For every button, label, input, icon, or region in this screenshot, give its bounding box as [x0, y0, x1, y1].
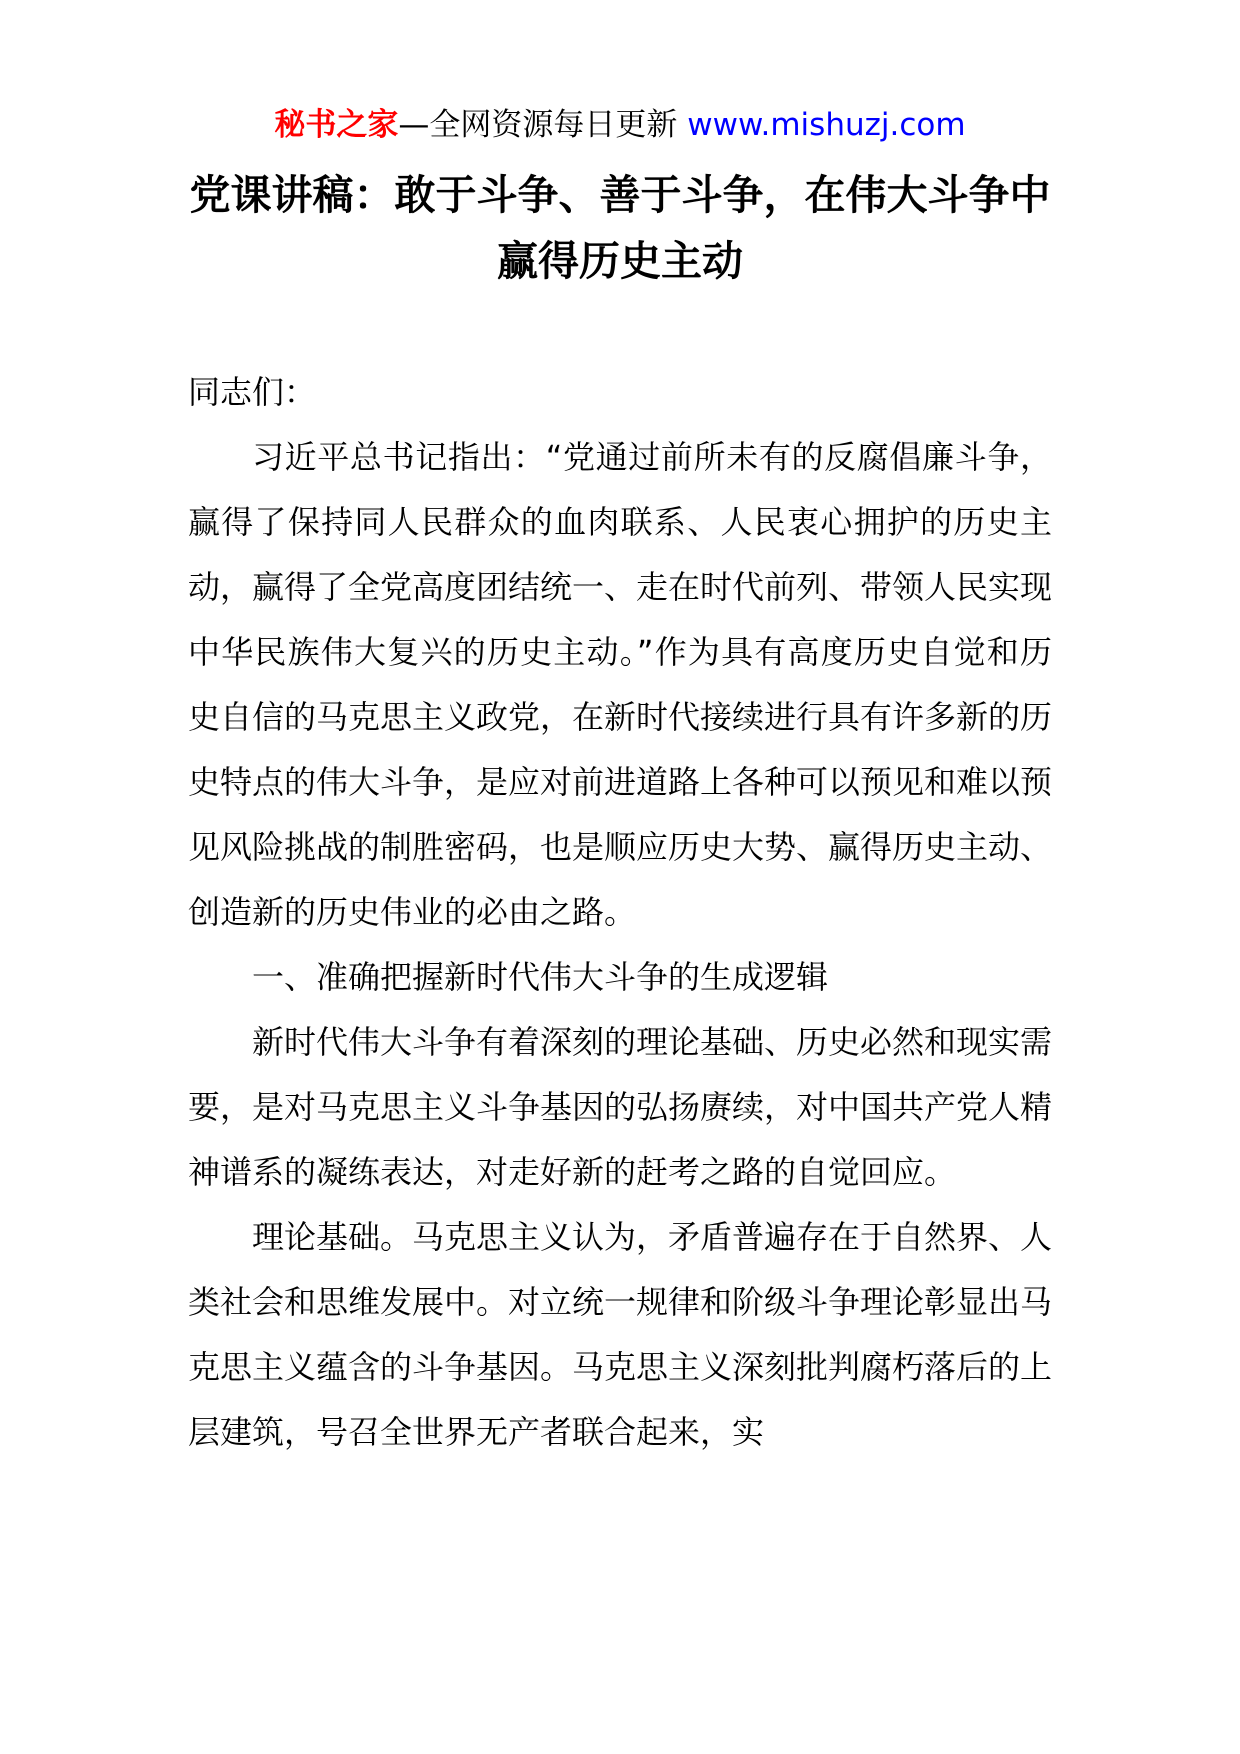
section-heading-1: 一、准确把握新时代伟大斗争的生成逻辑: [252, 958, 829, 996]
site-header: [0, 100, 1240, 150]
paragraph-theoretical-basis: 理论基础。马克思主义认为，矛盾普遍存在于自然界、人类社会和思维发展中。对立统一规律和阶级斗争理论彰显出马克思主义蕴含的斗争基因。马克思主义深刻批判腐朽落后的上层建筑，号召全世界无产者联合起来，实: [188, 1218, 1053, 1451]
site-brand: 秘书之家: [274, 107, 399, 143]
paragraph-generation-logic: 新时代伟大斗争有着深刻的理论基础、历史必然和现实需要，是对马克思主义斗争基因的弘扬赓续，对中国共产党人精神谱系的凝练表达，对走好新的赶考之路的自觉回应。: [188, 1023, 1053, 1191]
document-title: 党课讲稿：敢于斗争、善于斗争，在伟大斗争中赢得历史主动: [189, 171, 1051, 285]
paragraph-intro: 习近平总书记指出：“党通过前所未有的反腐倡廉斗争，赢得了保持同人民群众的血肉联系、人民衷心拥护的历史主动，赢得了全党高度团结统一、走在时代前列、带领人民实现中华民族伟大复兴的历史主动。”作为具有高度历史自觉和历史自信的马克思主义政党，在新时代接续进行具有许多新的历史特点的伟大斗争，是应对前进道路上各种可以预见和难以预见风险挑战的制胜密码，也是顺应历史大势、赢得历史主动、创造新的历史伟业的必由之路。: [188, 438, 1053, 931]
site-tagline: —全网资源每日更新: [398, 107, 688, 143]
salutation: 同志们：: [188, 373, 317, 411]
site-url-link[interactable]: www.mishuzj.com: [687, 107, 966, 143]
document-body: [188, 360, 1052, 1465]
